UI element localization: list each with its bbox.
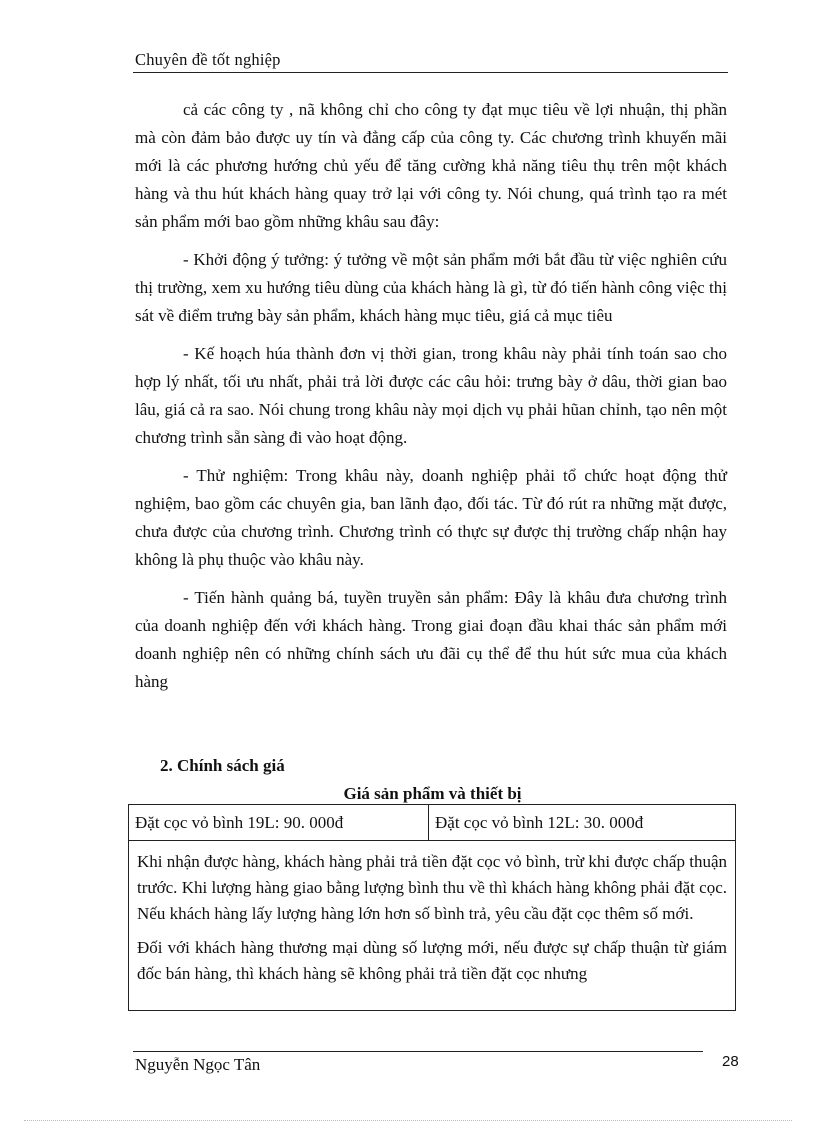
body-text (135, 96, 727, 706)
paragraph-promotion: - Tiến hành quảng bá, tuyền truyền sản phẩm: Đây là khâu đưa chương trình của doanh nghiệp đến với khách hàng. Trong giai đoạn đầu khai thác sản phẩm mới doanh nghiệp nên có những chính sách ưu đãi cụ thể để thu hút sức mua của khách hàng (135, 588, 727, 691)
price-table (128, 804, 736, 1011)
footer-author: Nguyễn Ngọc Tân (135, 1055, 261, 1074)
page-bottom-border (24, 1120, 792, 1121)
table-note: Đối với khách hàng thương mại dùng số lượng mới, nếu được sự chấp thuận từ giám đốc bán hàng, thì khách hàng sẽ không phải trả tiền đặt cọc nhưng (137, 938, 727, 983)
price-row (129, 805, 735, 841)
footer-rule (133, 1051, 703, 1052)
paragraph-plan: - Kế hoạch húa thành đơn vị thời gian, trong khâu này phải tính toán sao cho hợp lý nhất, tối ưu nhất, phải trả lời được các câu hỏi: trưng bày ở dâu, thời gian bao lâu, giá cả ra sao. Nói chung trong khâu này mọi dịch vụ phải hũan chỉnh, tạo nên một chương trình sẵn sàng đi vào hoạt động. (135, 344, 727, 447)
table-title: Giá sản phẩm và thiết bị (343, 784, 522, 803)
paragraph-idea: - Khởi động ý tưởng: ý tưởng về một sản phẩm mới bắt đầu từ việc nghiên cứu thị trường, xem xu hướng tiêu dùng của khách hàng là gì, từ đó tiến hành công việc thị sát về điểm trưng bày sản phẩm, khách hàng mục tiêu, giá cả mục tiêu (135, 250, 727, 325)
table-notes (129, 841, 735, 987)
paragraph-intro: cả các công ty , nã không chỉ cho công ty đạt mục tiêu về lợi nhuận, thị phần mà còn đảm bảo được uy tín và đẳng cấp của công ty. Các chương trình khuyến mãi mới là các phương hướng chủ yếu để tăng cường khả năng tiêu thụ trên một khách hàng và thu hút khách hàng quay trở lại với công ty. Nói chung, quá trình tạo ra mét sản phẩm mới bao gồm những khâu sau đây: (135, 100, 727, 231)
section-heading: 2. Chính sách giá (160, 756, 285, 775)
table-note: Khi nhận được hàng, khách hàng phải trả tiền đặt cọc vỏ bình, trừ khi được chấp thuận trước. Khi lượng hàng giao bằng lượng bình thu về thì khách hàng không phải đặt cọc. Nếu khách hàng lấy lượng hàng lớn hơn số bình trả, yêu cầu đặt cọc thêm số mới. (137, 852, 727, 923)
page-number: 28 (722, 1053, 739, 1070)
paragraph-trial: - Thử nghiệm: Trong khâu này, doanh nghiệp phải tổ chức hoạt động thử nghiệm, bao gồm các chuyên gia, ban lãnh đạo, đối tác. Từ đó rút ra những mặt được, chưa được của chương trình. Chương trình có thực sự được thị trường chấp nhận hay không là phụ thuộc vào khâu này. (135, 466, 727, 569)
deposit-12l-cell: Đặt cọc vỏ bình 12L: 30. 000đ (435, 813, 644, 832)
page-header-title: Chuyên đề tốt nghiệp (135, 50, 281, 69)
deposit-19l-cell: Đặt cọc vỏ bình 19L: 90. 000đ (129, 805, 429, 840)
header-rule (133, 72, 728, 73)
